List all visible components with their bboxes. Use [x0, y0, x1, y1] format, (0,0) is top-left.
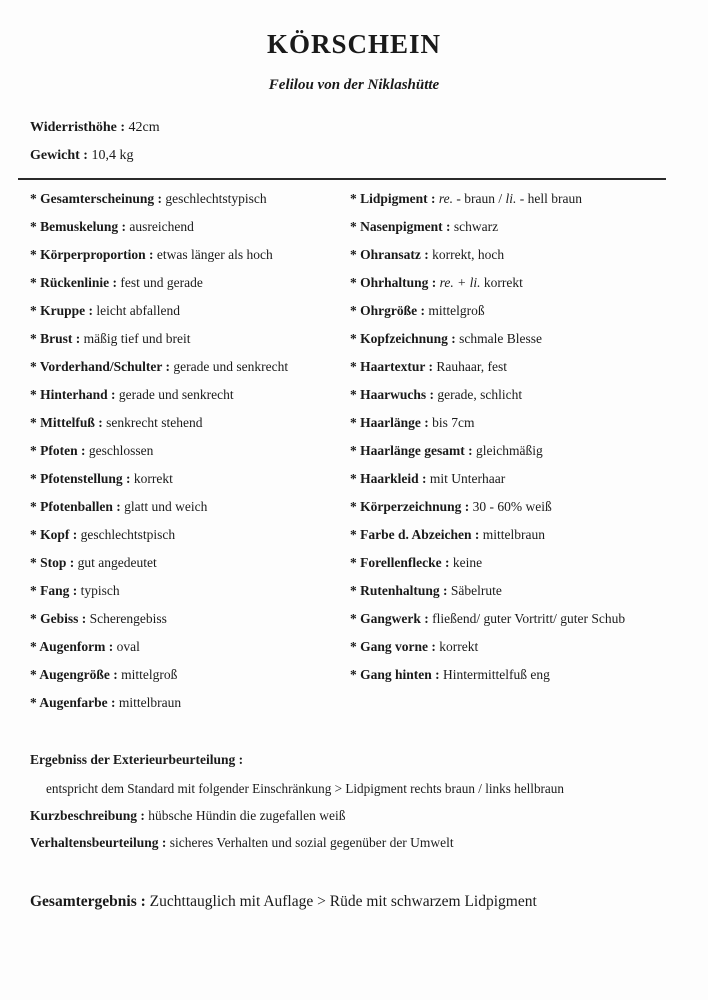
attribute-row: * Pfoten : geschlossen: [30, 443, 154, 458]
attribute-row: * Augengröße : mittelgroß: [30, 667, 178, 682]
exterior-result-value: entspricht dem Standard mit folgender Einschränkung > Lidpigment rechts braun / links hellbraun: [46, 781, 564, 796]
overall-result-line: [30, 891, 537, 913]
attribute-row: * Ohrhaltung : re. + li. korrekt: [350, 275, 523, 290]
short-description-label: Kurzbeschreibung :: [30, 808, 145, 823]
attribute-row: * Augenform : oval: [30, 639, 140, 654]
document-title: KÖRSCHEIN: [266, 29, 442, 59]
attribute-row: * Bemuskelung : ausreichend: [30, 219, 194, 234]
attribute-row: * Gang hinten : Hintermittelfuß eng: [350, 667, 550, 682]
measurements-block: [30, 114, 160, 170]
overall-result-value: Zuchttauglich mit Auflage > Rüde mit schwarzem Lidpigment: [149, 893, 537, 910]
behaviour-assessment-value: sicheres Verhalten und sozial gegenüber der Umwelt: [169, 835, 454, 850]
attribute-row: * Ohrgröße : mittelgroß: [350, 303, 485, 318]
attribute-row: * Haarkleid : mit Unterhaar: [350, 471, 506, 486]
attribute-row: * Gesamterscheinung : geschlechtstypisch: [30, 191, 267, 206]
exterior-result-heading: Ergebniss der Exterieurbeurteilung :: [30, 752, 244, 767]
attribute-row: * Vorderhand/Schulter : gerade und senkrecht: [30, 359, 289, 374]
attribute-row: * Brust : mäßig tief und breit: [30, 331, 191, 346]
attribute-row: * Haarwuchs : gerade, schlicht: [350, 387, 523, 402]
attribute-row: * Mittelfuß : senkrecht stehend: [30, 415, 203, 430]
attribute-row: * Farbe d. Abzeichen : mittelbraun: [350, 527, 545, 542]
attribute-row: * Hinterhand : gerade und senkrecht: [30, 387, 234, 402]
attribute-row: * Nasenpigment : schwarz: [350, 219, 499, 234]
attribute-row: * Kruppe : leicht abfallend: [30, 303, 180, 318]
attribute-row: * Kopf : geschlechtstpisch: [30, 527, 176, 542]
measurement-row: Widerristhöhe : 42cm: [30, 120, 160, 135]
attributes-right-column: [350, 185, 700, 689]
attribute-row: * Pfotenstellung : korrekt: [30, 471, 173, 486]
attributes-left-column: [30, 185, 345, 717]
attribute-row: * Haarlänge : bis 7cm: [350, 415, 475, 430]
attribute-row: * Gang vorne : korrekt: [350, 639, 479, 654]
behaviour-assessment-line: [30, 833, 454, 852]
attribute-row: * Stop : gut angedeutet: [30, 555, 157, 570]
short-description-value: hübsche Hündin die zugefallen weiß: [148, 808, 346, 823]
behaviour-assessment-label: Verhaltensbeurteilung :: [30, 835, 167, 850]
attribute-row: * Rückenlinie : fest und gerade: [30, 275, 203, 290]
attribute-row: * Fang : typisch: [30, 583, 120, 598]
attribute-row: * Pfotenballen : glatt und weich: [30, 499, 208, 514]
attribute-row: * Kopfzeichnung : schmale Blesse: [350, 331, 542, 346]
attribute-row: * Ohransatz : korrekt, hoch: [350, 247, 505, 262]
attribute-row: * Rutenhaltung : Säbelrute: [350, 583, 502, 598]
attribute-row: * Körperproportion : etwas länger als hoch: [30, 247, 273, 262]
attribute-row: * Haarlänge gesamt : gleichmäßig: [350, 443, 543, 458]
attribute-row: * Gangwerk : fließend/ guter Vortritt/ guter Schub: [350, 611, 626, 626]
attribute-row: * Körperzeichnung : 30 - 60% weiß: [350, 499, 552, 514]
attribute-row: * Augenfarbe : mittelbraun: [30, 695, 182, 710]
measurement-row: Gewicht : 10,4 kg: [30, 148, 134, 163]
attribute-row: * Forellenflecke : keine: [350, 555, 483, 570]
attribute-row: * Gebiss : Scherengebiss: [30, 611, 167, 626]
attribute-row: * Haartextur : Rauhaar, fest: [350, 359, 508, 374]
dog-name: Felilou von der Niklashütte: [268, 77, 440, 93]
overall-result-label: Gesamtergebnis :: [30, 893, 146, 910]
attribute-row: * Lidpigment : re. - braun / li. - hell braun: [350, 191, 582, 206]
separator-line: [18, 178, 666, 180]
short-description-line: [30, 806, 345, 825]
